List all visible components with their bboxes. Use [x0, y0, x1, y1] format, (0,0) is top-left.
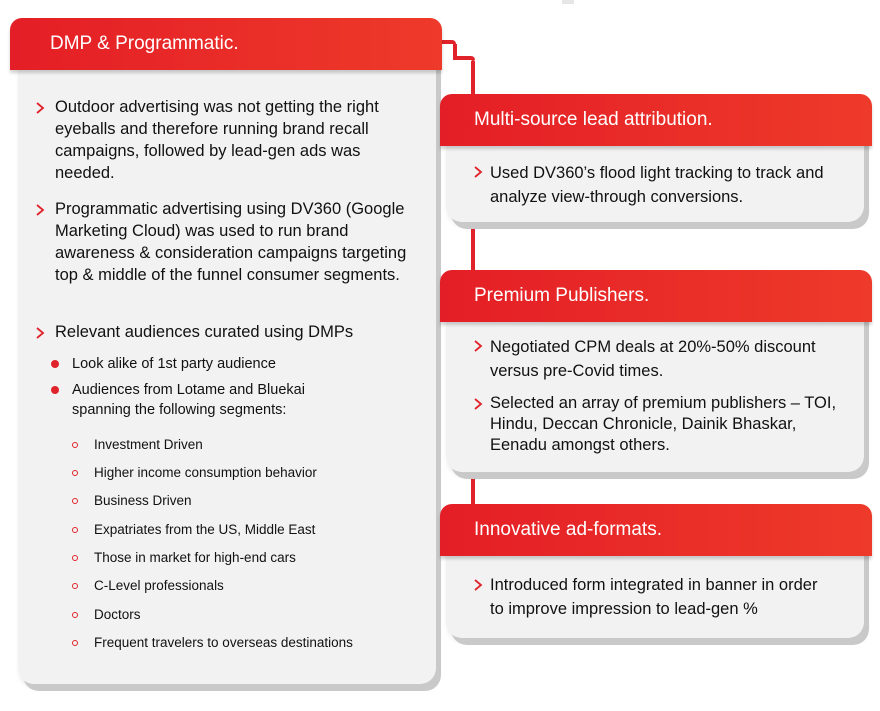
adformats-header — [440, 504, 872, 556]
attribution-title: Multi-source lead attribution. — [474, 109, 713, 130]
bullet-ring-icon — [72, 640, 78, 646]
publishers-header — [440, 270, 872, 322]
publishers-bullet: Selected an array of premium publishers – TOI, Hindu, Deccan Chronicle, Dainik Bhaskar, Eenadu amongst others. — [490, 394, 837, 454]
dmp-title: DMP & Programmatic. — [50, 33, 239, 54]
chevron-right-icon — [34, 203, 46, 215]
top-decoration — [562, 0, 574, 4]
bullet-ring-icon — [72, 555, 78, 561]
connector-line — [471, 220, 475, 272]
connector-line — [453, 56, 475, 60]
segment-item: Business Driven — [94, 493, 192, 508]
chevron-right-icon — [472, 578, 484, 590]
connector-line — [471, 472, 475, 508]
bullet-dot-icon — [51, 386, 59, 394]
segment-item: C-Level professionals — [94, 578, 224, 593]
publishers-bullet: Negotiated CPM deals at 20%-50% discount versus pre-Covid times. — [490, 338, 816, 380]
dmp-header — [10, 18, 442, 70]
segment-item: Doctors — [94, 607, 141, 622]
chevron-right-icon — [472, 165, 484, 177]
segment-item: Higher income consumption behavior — [94, 465, 317, 480]
chevron-right-icon — [472, 397, 484, 409]
attribution-header — [440, 94, 872, 146]
dmp-bullet: Relevant audiences curated using DMPs — [55, 323, 354, 341]
segment-item: Frequent travelers to overseas destinations — [94, 635, 353, 650]
chevron-right-icon — [34, 326, 46, 338]
segment-item: Those in market for high-end cars — [94, 550, 296, 565]
bullet-ring-icon — [72, 442, 78, 448]
adformats-bullet: Introduced form integrated in banner in order to improve impression to lead-gen % — [490, 576, 818, 618]
segment-item: Expatriates from the US, Middle East — [94, 522, 316, 537]
dmp-bullet: Programmatic advertising using DV360 (Google Marketing Cloud) was used to run brand awareness & consideration campaigns targeting top & middle of the funnel consumer segments. — [55, 200, 407, 284]
adformats-title: Innovative ad-formats. — [474, 519, 662, 540]
bullet-ring-icon — [72, 527, 78, 533]
bullet-ring-icon — [72, 583, 78, 589]
bullet-ring-icon — [72, 498, 78, 504]
dmp-sub-bullet: Look alike of 1st party audience — [72, 356, 276, 372]
bullet-dot-icon — [51, 360, 59, 368]
bullet-ring-icon — [72, 470, 78, 476]
connector-line — [471, 60, 475, 98]
bullet-ring-icon — [72, 612, 78, 618]
segment-item: Investment Driven — [94, 437, 203, 452]
dmp-bullet: Outdoor advertising was not getting the right eyeballs and therefore running brand recall campaigns, followed by lead-gen ads was needed. — [55, 98, 379, 182]
attribution-bullet: Used DV360’s flood light tracking to track and analyze view-through conversions. — [490, 164, 824, 206]
chevron-right-icon — [34, 101, 46, 113]
dmp-sub-bullet: Audiences from Lotame and Bluekai spanning the following segments: — [72, 382, 305, 418]
publishers-title: Premium Publishers. — [474, 285, 650, 306]
chevron-right-icon — [472, 339, 484, 351]
